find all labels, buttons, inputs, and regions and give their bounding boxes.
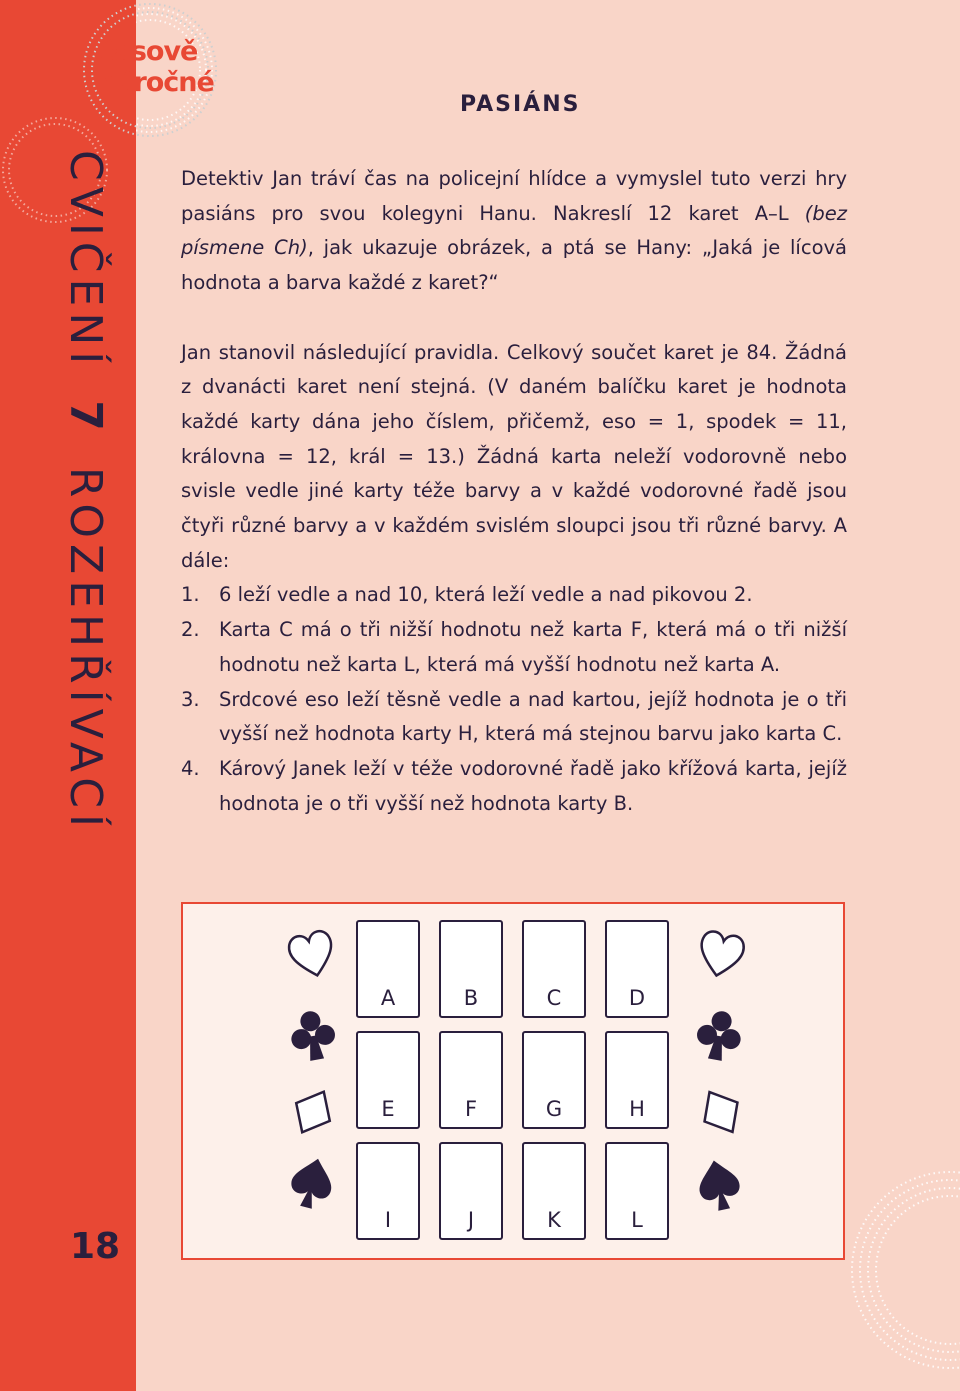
- club-icon: [694, 1008, 744, 1064]
- card-label: L: [631, 1208, 643, 1232]
- intro-paragraph: Detektiv Jan tráví čas na policejní hlídce a vymyslel tuto verzi hry pasiáns pro svou kolegyni Hanu. Nakreslí 12 karet A–L (bez písmene Ch), jak ukazuje obrázek, a ptá se Hany: „Jaká je lícová hodnota a barva každé z karet?“: [181, 167, 847, 295]
- card-label: G: [545, 1097, 563, 1121]
- card-label: H: [629, 1097, 645, 1121]
- card-label: D: [628, 986, 646, 1010]
- badge-line-2: náročné: [98, 67, 214, 98]
- page-number: 18: [70, 1226, 121, 1267]
- clue-list: [181, 578, 847, 821]
- body-text: [181, 162, 847, 821]
- rules-paragraph: Jan stanovil následující pravidla. Celkový součet karet je 84. Žádná z dvanácti karet není stejná. (V daném balíčku karet je hodnota každé karty dána jeho číslem, přičemž, eso = 1, spodek = 11, královna = 12, král = 13.) Žádná karta neleží vodorovně nebo svisle vedle jiné karty téže barvy a v každé vodorovné řadě jsou čtyři různé barvy a v každém svislém sloupci jsou tři různé barvy. A dále:: [181, 340, 847, 572]
- badge-line-1: časově: [98, 36, 198, 67]
- card-label: C: [546, 986, 562, 1010]
- list-item: 4. Kárový Janek leží v téže vodorovné řadě jako křížová karta, jejíž hodnota je o tři vyšší než hodnota karty B.: [181, 756, 847, 815]
- heart-icon: [693, 926, 749, 982]
- club-icon: [288, 1008, 338, 1064]
- heart-icon: [284, 926, 340, 982]
- spade-icon: [693, 1156, 745, 1214]
- spade-icon: [286, 1154, 338, 1212]
- card-label: A: [380, 986, 396, 1010]
- sidebar-title-part1: CVIČENÍ: [60, 150, 112, 371]
- sidebar-title-part2: ROZEHŘÍVACÍ: [60, 466, 112, 833]
- page-title: PASIÁNS: [460, 92, 581, 117]
- card-label: B: [463, 986, 479, 1010]
- list-item: 3. Srdcové eso leží těsně vedle a nad kartou, jejíž hodnota je o tři vyšší než hodnota karty H, která má stejnou barvu jako karta C.: [181, 687, 847, 746]
- decorative-rings-bottom: [830, 1160, 960, 1391]
- sidebar-title: [36, 150, 136, 833]
- card-label: I: [384, 1208, 392, 1232]
- card-label: E: [381, 1097, 395, 1121]
- diamond-icon: [290, 1086, 336, 1138]
- diamond-icon: [698, 1086, 744, 1138]
- card-label: F: [464, 1097, 478, 1121]
- card-label: K: [547, 1208, 561, 1232]
- difficulty-badge: [98, 36, 214, 98]
- card-label: J: [467, 1208, 475, 1232]
- list-item: 2. Karta C má o tři nižší hodnotu než karta F, která má o tři nižší hodnotu než karta L, která má vyšší hodnotu než karta A.: [181, 618, 847, 676]
- chapter-number: 7: [60, 400, 112, 437]
- list-item: 1. 6 leží vedle a nad 10, která leží vedle a nad pikovou 2.: [181, 583, 753, 607]
